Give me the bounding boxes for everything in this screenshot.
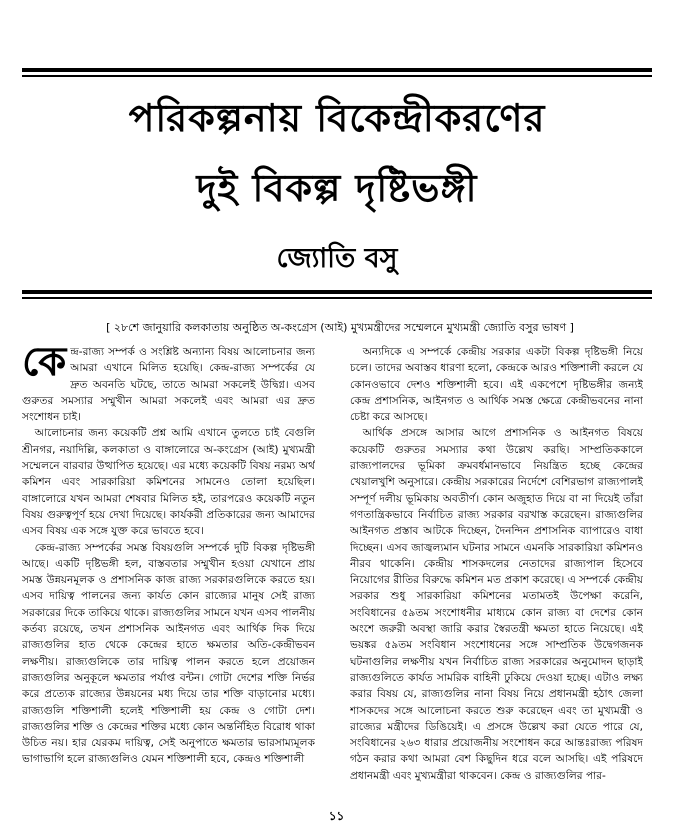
top-rule-thin [22,75,652,77]
left-paragraph-1-text: ন্দ্র-রাজ্য সম্পর্ক ও সংশ্লিষ্ট অন্যান্য বিষয় আলোচনার জন্য আমরা এখানে মিলিত হয়েছি। কেন্দ্র-রাজ্য সম্পর্কের যে দ্রুত অবনতি ঘটছে, তাতে আমরা সকলেই উদ্বিগ্ন। এসব গুরুতর সমস্যার সম্মুখীন আমরা সকলেই এবং আমরা এর দ্রুত সংশোধন চাই। [22,346,315,424]
left-paragraph-1 [22,344,315,425]
left-paragraph-2: আলোচনার জন্য কয়েকটি প্রশ্ন আমি এখানে তুলতে চাই বেগুলি শ্রীনগর, নয়াদিল্লি, কলকাতা ও বাঙ্গালোরে অ-কংগ্রেস (আই) মুখ্যমন্ত্রী সম্মেলনে বারবার উত্থাপিত হয়েছে। এর মধ্যে কয়েকটি বিষয় নরম্য অর্থ কমিশন এবং সারকারিয়া কমিশনের সামনেও তোলা হয়েছিল। বাঙ্গালোরে যখন আমরা শেষবার মিলিত হই, তারপরেও কয়েকটি নতুন বিষয় গুরুত্বপূর্ণ হয়ে দেখা দিয়েছে। কার্যকরী প্রতিকারের জন্য আমাদের এসব বিষয় এক সঙ্গে যুক্ত করে ভাবতে হবে। [22,427,315,538]
top-rule-thick [22,68,652,72]
speech-intro-note: [ ২৮শে জানুয়ারি কলকাতায় অনুষ্ঠিত অ-কংগ্রেস (আই) মুখ্যমন্ত্রীদের সম্মেলনে মুখ্যমন্ত্রী জ্যোতি বসুর ভাষণ ] [106,321,574,334]
author-name: জ্যোতি বসু [276,243,398,274]
drop-cap: কে [22,344,67,385]
mid-rule-thick [22,290,652,294]
page-number: ১১ [328,809,345,823]
right-paragraph-2: আর্থিক প্রসঙ্গে আসার আগে প্রশাসনিক ও আইনগত বিষয়ে কয়েকটি গুরুতর সমস্যার কথা উল্লেখ করছি। সাম্প্রতিককালে রাজ্যপালদের ভূমিকা ক্রমবর্ধমানভাবে নিয়ন্ত্রিত হচ্ছে কেন্দ্রের খেয়ালখুশি অনুসারে। কেন্দ্রীয় সরকারের নির্দেশে বেশিরভাগ রাজ্যপালই সম্পূর্ণ দলীয় ভূমিকায় অবতীর্ণ। কোন অজুহাত দিয়ে বা না দিয়েই তাঁরা গণতান্ত্রিকভাবে নির্বাচিত রাজ্য সরকার বরখাস্ত করেছেন। রাজ্যগুলির আইনগত প্রস্তাব আটকে দিচ্ছেন, দৈনন্দিন প্রশাসনিক ব্যাপারেও বাধা দিচ্ছেন। এসব জাজ্বল্যমান ঘটনার সামনে এমনকি সারকারিয়া কমিশনও নীরব থাকেনি। কেন্দ্রীয় শাসকদলের নেতাদের রাজ্যপাল হিসেবে নিয়োগের রীতির বিরুদ্ধে কমিশন মত প্রকাশ করেছে। এ সম্পর্কে কেন্দ্রীয় সরকার শুধু সারকারিয়া কমিশনের মতামতই উপেক্ষা করেনি, সংবিধানের ৫৯তম সংশোধনীর মাধ্যমে কোন রাজ্য বা দেশের কোন অংশে জরুরী অবস্থা জারি করার স্বৈরতন্ত্রী ক্ষমতা হাতে নিয়েছে। এই ভয়ঙ্কর ৫৯তম সংবিধান সংশোধনের সঙ্গে সাম্প্রতিক উদ্বেগজনক ঘটনাগুলির লক্ষণীয় যখন নির্বাচিত রাজ্য সরকারের অনুমোদন ছাড়াই রাজ্যগুলিতে কার্যত সামরিক বাহিনী ঢুকিয়ে দেওয়া হচ্ছে। এটাও লক্ষ্য করার বিষয় যে, রাজ্যগুলির নানা বিষয় নিয়ে প্রধানমন্ত্রী হঠাৎ জেলা শাসকদের সঙ্গে আলোচনা করতে শুরু করেছেন এবং তা মুখ্যমন্ত্রী ও রাজ্যের মন্ত্রীদের ডিঙিয়েই। এ প্রসঙ্গে উল্লেখ করা যেতে পারে যে, সংবিধানের ২৬৩ ধারার প্রয়োজনীয় সংশোধন করে আন্তঃরাজ্য পরিষদ গঠন করার কথা আমরা বেশ কিছুদিন ধরে বলে আসছি। এই পরিষদে প্রধানমন্ত্রী এবং মুখ্যমন্ত্রীরা থাকবেন। কেন্দ্র ও রাজ্যগুলির পার- [350,427,643,782]
left-paragraph-3: কেন্দ্র-রাজ্য সম্পর্কের সমস্ত বিষয়গুলি সম্পর্কে দুটি বিকল্প দৃষ্টিভঙ্গী আছে। একটি দৃষ্টিভঙ্গী হল, বাস্তবতার সম্মুখীন হওয়া যেখানে প্রায় সমস্ত উন্নয়নমূলক ও প্রশাসনিক কাজ রাজ্য সরকারগুলিকে করতে হয়। এসব দায়িত্ব পালনের জন্য কার্যত কোন রাজ্যের মানুষ সেই রাজ্য সরকারের দিকে তাকিয়ে থাকে। রাজ্যগুলির সামনে যখন এসব পালনীয় কর্তব্য রয়েছে, তখন প্রশাসনিক আইনগত এবং আর্থিক দিক দিয়ে রাজ্যগুলির হাত থেকে কেন্দ্রের হাতে ক্ষমতার অতি-কেন্দ্রীভবন লক্ষণীয়। রাজ্যগুলিকে তার দায়িত্ব পালন করতে হলে প্রয়োজন রাজ্যগুলির অনুকূলে ক্ষমতার পর্যাপ্ত বন্টন। গোটা দেশের শক্তি নির্ভর করে প্রত্যেক রাজ্যের উন্নয়নের মধ্য দিয়ে তার শক্তি বাড়ানোর মধ্যে। রাজ্যগুলি শক্তিশালী হলেই শক্তিশালী হয় কেন্দ্র ও গোটা দেশ। রাজ্যগুলির শক্তি ও কেন্দ্রের শক্তির মধ্যে কোন অন্তর্নিহিত বিরোধ থাকা উচিত নয়। হার যেরকম দায়িত্ব, সেই অনুপাতে ক্ষমতার ভারসাম্যমূলক ভাগাভাগি হলে রাজ্যগুলিও যেমন শক্তিশালী হবে, কেন্দ্রও শক্তিশালী [22,541,315,766]
article-title-line1: পরিকল্পনায় বিকেন্দ্রীকরণের [128,96,546,140]
article-title-line2: দুই বিকল্প দৃষ্টিভঙ্গী [196,166,478,210]
mid-rule-thin [22,297,652,299]
right-column [350,344,643,788]
right-paragraph-1: অন্যদিকে এ সম্পর্কে কেন্দ্রীয় সরকার একটা বিকল্প দৃষ্টিভঙ্গী নিয়ে চলে। তাদের অবাস্তব ধারণা হলো, কেন্দ্রকে আরও শক্তিশালী করলে যে কোনওভাবে দেশও শক্তিশালী হবে। এই একপেশে দৃষ্টিভঙ্গীর জন্যই কেন্দ্র প্রশাসনিক, আইনগত ও আর্থিক সমস্ত ক্ষেত্রে কেন্দ্রীভবনের নানা চেষ্টা করে আসছে। [350,346,643,424]
left-column [22,344,315,788]
